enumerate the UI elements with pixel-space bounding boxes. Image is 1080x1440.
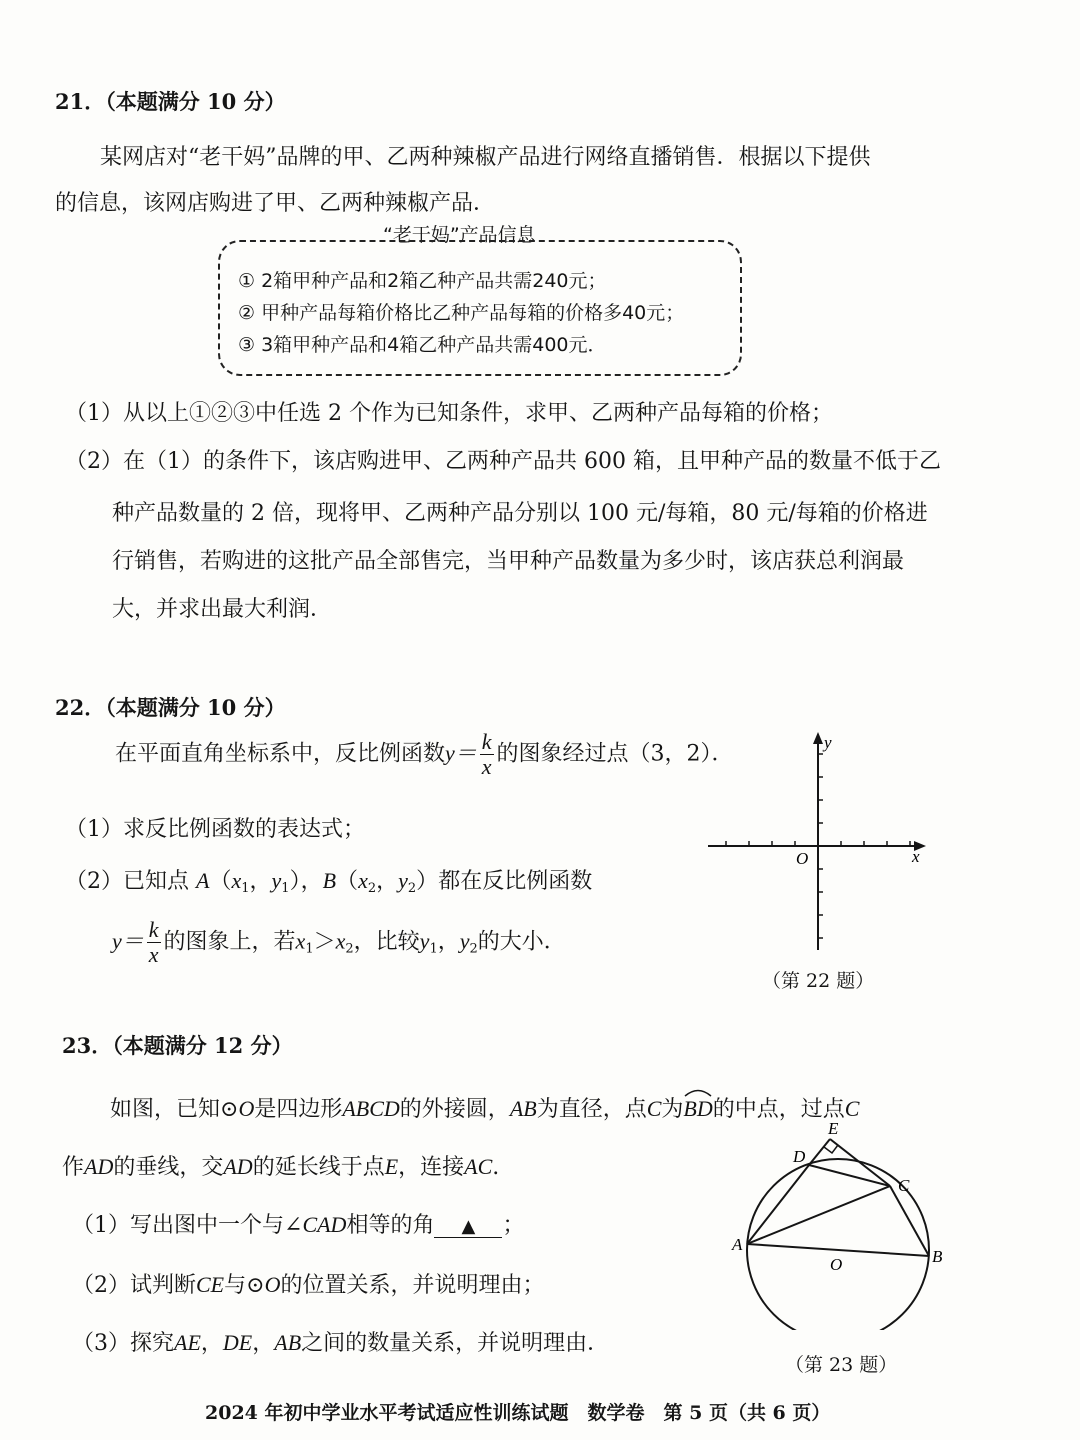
- page-footer: 2024 年初中学业水平考试适应性训练试题 数学卷 第 5 页（共 6 页）: [205, 1402, 831, 1424]
- text: （1）写出图中一个与∠: [72, 1213, 303, 1238]
- q23-part1: [72, 1208, 524, 1239]
- text: 的大小．: [477, 929, 566, 955]
- var-bd: BD: [683, 1096, 713, 1121]
- var-c: C: [646, 1096, 662, 1121]
- period: .: [492, 1155, 500, 1180]
- var-ab: AB: [509, 1096, 537, 1121]
- q23-intro-line2: [62, 1150, 499, 1181]
- q22-p2-post: 都在反比例函数: [438, 869, 593, 894]
- answer-blank: [434, 1216, 502, 1238]
- q22-part2-line1: [65, 864, 592, 896]
- var-ae: AE: [174, 1330, 201, 1355]
- triangle-icon: ▲: [461, 1216, 476, 1237]
- label-b: B: [932, 1247, 943, 1266]
- text: 的中点，过点: [712, 1097, 845, 1122]
- q22-p2-pre: （2）已知点: [65, 869, 196, 894]
- var-ad: AD: [223, 1154, 253, 1179]
- q22-part1: （1）求反比例函数的表达式；: [65, 817, 365, 842]
- text: 是四边形: [254, 1097, 343, 1122]
- q22-intro: [115, 730, 734, 779]
- segment-ac: [747, 1186, 890, 1244]
- paren: ），: [289, 869, 323, 894]
- sub-2: 2: [469, 941, 478, 957]
- q21-info-box: [218, 240, 742, 376]
- sub-1: 1: [305, 941, 314, 957]
- comma: ，: [200, 1331, 223, 1356]
- var-ab: AB: [274, 1330, 302, 1355]
- label-c: C: [898, 1176, 910, 1195]
- sub-2: 2: [407, 881, 417, 896]
- var-ac: AC: [464, 1154, 493, 1179]
- right-angle-mark: [824, 1145, 838, 1153]
- comma: ，: [376, 869, 399, 894]
- q21-intro-line1: 某网店对“老干妈”品牌的甲、乙两种辣椒产品进行网络直播销售．根据以下提供: [100, 145, 871, 170]
- arc-mark-icon: [683, 1087, 713, 1097]
- var-y: y: [398, 868, 408, 893]
- frac-denominator: x: [481, 754, 492, 779]
- var-x: x: [231, 868, 242, 893]
- comma: ，: [437, 929, 460, 955]
- q23-part3: [72, 1326, 609, 1357]
- text: 为: [661, 1097, 684, 1122]
- q22-caption: （第 22 题）: [762, 970, 875, 992]
- sub-1: 1: [429, 941, 438, 957]
- paren: ）: [416, 869, 439, 894]
- y-axis-arrow: [813, 732, 823, 744]
- text: （2）试判断: [72, 1273, 196, 1298]
- text: ，比较: [353, 929, 420, 955]
- q23-part2: [72, 1268, 544, 1299]
- q21-part2-line3: 行销售，若购进的这批产品全部售完，当甲种产品数量为多少时，该店获总利润最: [112, 549, 905, 574]
- q21-header: 21．（本题满分 10 分）: [55, 89, 286, 114]
- text: 作: [62, 1155, 85, 1180]
- var-ad: AD: [84, 1154, 114, 1179]
- var-y: y: [419, 928, 430, 954]
- text: 的位置关系，并说明理由；: [280, 1273, 545, 1298]
- label-o: O: [830, 1255, 843, 1274]
- y-axis-label: y: [824, 733, 832, 752]
- var-x: x: [335, 928, 346, 954]
- q22-intro-pre: 在平面直角坐标系中，反比例函数: [115, 741, 446, 767]
- text: 的延长线于点: [252, 1155, 385, 1180]
- text: 为直径，点: [536, 1097, 647, 1122]
- frac-numerator: k: [481, 729, 492, 754]
- comma: ，: [252, 1331, 275, 1356]
- text: 的垂线，交: [113, 1155, 224, 1180]
- var-ce: CE: [196, 1272, 225, 1297]
- var-cad: CAD: [302, 1212, 347, 1237]
- q22-y-eq: y＝: [445, 740, 477, 766]
- q22-coordinate-figure: [700, 730, 940, 960]
- label-a: A: [732, 1235, 743, 1254]
- var-c: C: [844, 1096, 860, 1121]
- q22-header: 22．（本题满分 10 分）: [55, 695, 286, 720]
- var-e: E: [384, 1154, 399, 1179]
- text: ，连接: [398, 1155, 465, 1180]
- q23-circle-figure: [720, 1110, 960, 1330]
- q21-info-item-1: ① 2箱甲种产品和2箱乙种产品共需240元；: [238, 270, 607, 292]
- text: 之间的数量关系，并说明理由．: [301, 1331, 610, 1356]
- q23-header: 23．（本题满分 12 分）: [62, 1033, 293, 1058]
- var-y: y: [271, 868, 282, 893]
- segment-cb: [890, 1186, 929, 1256]
- q21-info-item-2: ② 甲种产品每箱价格比乙种产品每箱的价格多40元；: [238, 302, 685, 324]
- frac-numerator: k: [148, 917, 159, 942]
- point-a-label: A: [196, 868, 210, 893]
- x-axis-label: x: [912, 847, 920, 866]
- var-y: y: [459, 928, 470, 954]
- q22-fraction-k-over-x: [480, 730, 494, 779]
- arc-bd: [683, 1096, 712, 1122]
- text: 相等的角: [346, 1213, 435, 1238]
- origin-label: O: [796, 849, 809, 868]
- text: 如图，已知⊙: [110, 1097, 239, 1122]
- var-x: x: [295, 928, 306, 954]
- label-d: D: [793, 1147, 806, 1166]
- q21-box-title: “老干妈”产品信息: [383, 224, 536, 246]
- sub-2: 2: [367, 881, 377, 896]
- label-e: E: [828, 1119, 839, 1138]
- q21-info-item-3: ③ 3箱甲种产品和4箱乙种产品共需400元．: [238, 334, 607, 356]
- q21-part1: （1）从以上①②③中任选 2 个作为已知条件，求甲、乙两种产品每箱的价格；: [65, 401, 833, 426]
- sub-1: 1: [281, 881, 290, 896]
- var-o: O: [238, 1096, 255, 1121]
- text: （3）探究: [72, 1331, 174, 1356]
- q22-y-eq: y＝: [112, 928, 144, 954]
- q23-caption: （第 23 题）: [785, 1354, 898, 1376]
- text: 与⊙: [224, 1273, 265, 1298]
- q22-part2-line2: [112, 918, 566, 967]
- sub-2: 2: [345, 941, 354, 957]
- q22-intro-post: 的图象经过点（3，2）．: [496, 741, 734, 767]
- text: 的外接圆，: [399, 1097, 510, 1122]
- text: 的图象上，若: [163, 929, 296, 955]
- sub-1: 1: [241, 881, 250, 896]
- var-o: O: [264, 1272, 281, 1297]
- text: ；: [502, 1213, 525, 1238]
- var-de: DE: [222, 1330, 253, 1355]
- gt-sign: ＞: [313, 929, 336, 955]
- point-b-label: B: [322, 868, 337, 893]
- paren: （: [336, 869, 359, 894]
- q21-part2-line2: 种产品数量的 2 倍，现将甲、乙两种产品分别以 100 元/每箱，80 元/每箱的价格进: [112, 501, 928, 526]
- comma: ，: [249, 869, 272, 894]
- q21-part2-line1: （2）在（1）的条件下，该店购进甲、乙两种产品共 600 箱，且甲种产品的数量不低于乙: [65, 449, 941, 474]
- q21-part2-line4: 大，并求出最大利润．: [112, 597, 333, 622]
- q21-intro-line2: 的信息，该网店购进了甲、乙两种辣椒产品．: [55, 191, 496, 216]
- paren: （: [209, 869, 232, 894]
- var-abcd: ABCD: [342, 1096, 400, 1121]
- var-x: x: [358, 868, 368, 893]
- frac-denominator: x: [148, 942, 159, 967]
- q22-fraction-k-over-x: [147, 918, 161, 967]
